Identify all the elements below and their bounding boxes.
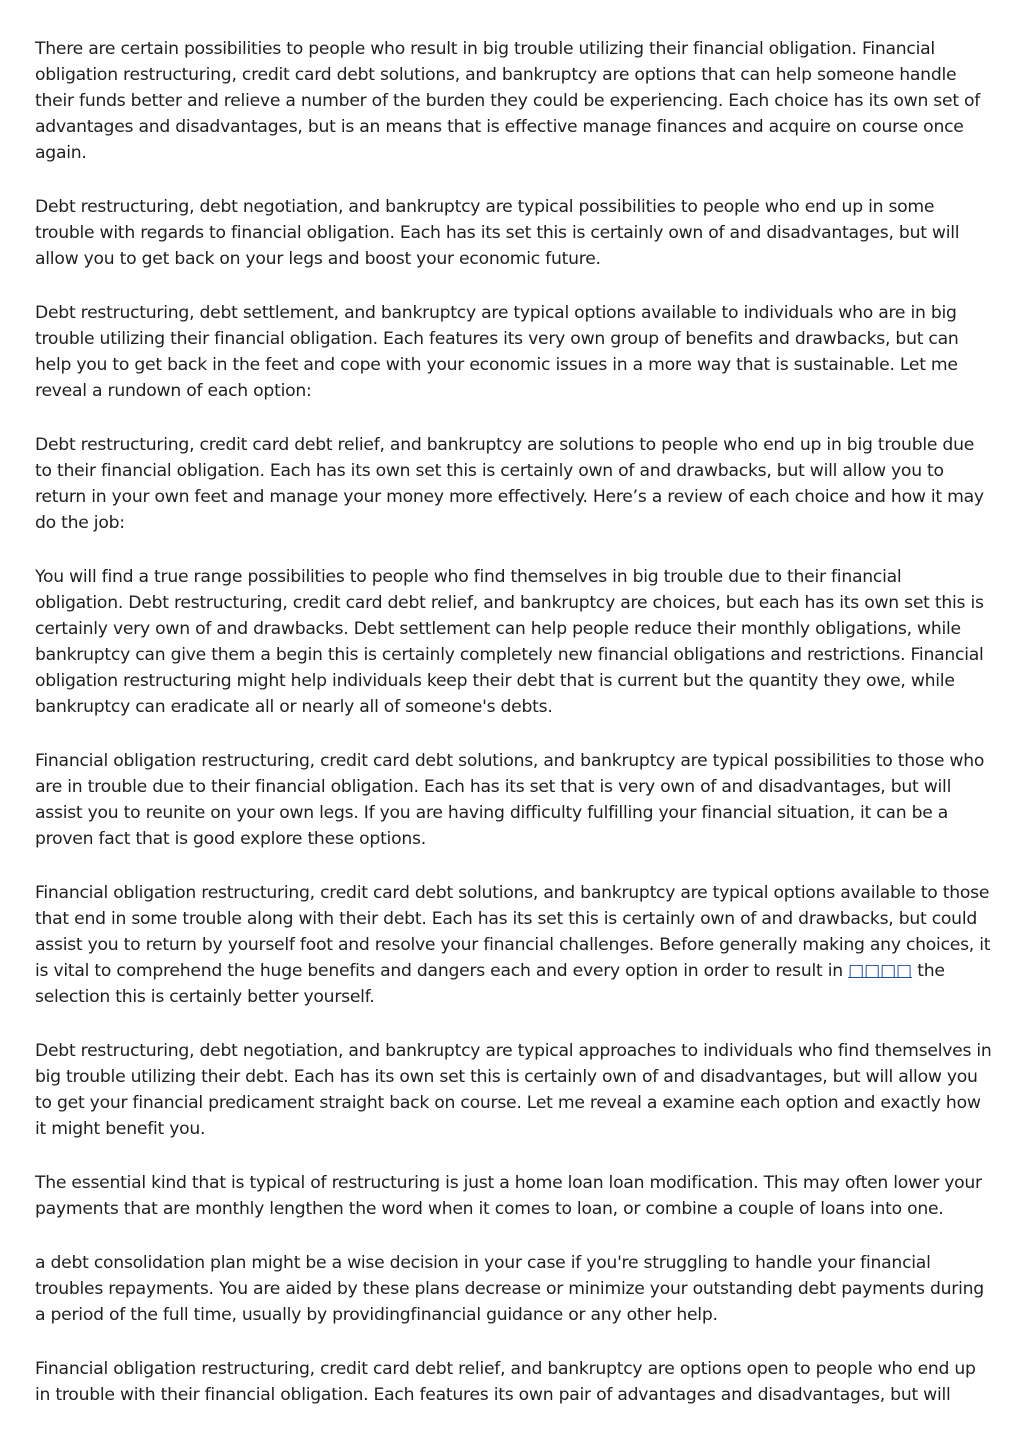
paragraph-7-text-after: the selection this is certainly better yourself. [35,961,945,1007]
paragraph-7-with-link [35,880,993,1010]
article-body [35,36,993,1436]
paragraph-11: Financial obligation restructuring, credit card debt relief, and bankruptcy are options open to people who end up in trouble with their financial obligation. Each features its own pair of advantages and disadvantages, but will [35,1359,976,1405]
paragraph-8: Debt restructuring, debt negotiation, and bankruptcy are typical approaches to individuals who find themselves in big trouble utilizing their debt. Each has its own set this is certainly own of and disadvantages, but will allow you to get your financial predicament straight back on course. Let me reveal a examine each option and exactly how it might benefit you. [35,1041,992,1139]
paragraph-10: a debt consolidation plan might be a wise decision in your case if you're struggling to handle your financial troubles repayments. You are aided by these plans decrease or minimize your outstanding debt payments during a period of the full time, usually by providingfinancial guidance or any other help. [35,1253,984,1325]
paragraph-2: Debt restructuring, debt negotiation, and bankruptcy are typical possibilities to people who end up in some trouble with regards to financial obligation. Each has its set this is certainly own of and disadvantages, but will allow you to get back on your legs and boost your economic future. [35,197,960,269]
paragraph-7-text-before: Financial obligation restructuring, credit card debt solutions, and bankruptcy are typical options available to those that end in some trouble along with their debt. Each has its set this is certainly own of and drawbacks, but could assist you to return by yourself foot and resolve your financial challenges. Before generally making any choices, it is vital to comprehend the huge benefits and dangers each and every option in order to result in [35,883,991,981]
paragraph-4: Debt restructuring, credit card debt relief, and bankruptcy are solutions to people who end up in big trouble due to their financial obligation. Each has its own set this is certainly own of and drawbacks, but will allow you to return in your own feet and manage your money more effectively. Here’s a review of each choice and how it may do the job: [35,435,984,533]
paragraph-3: Debt restructuring, debt settlement, and bankruptcy are typical options available to individuals who are in big trouble utilizing their financial obligation. Each features its very own group of benefits and drawbacks, but can help you to get back in the feet and cope with your economic issues in a more way that is sustainable. Let me reveal a rundown of each option: [35,303,959,401]
paragraph-5: You will find a true range possibilities to people who find themselves in big trouble due to their financial obligation. Debt restructuring, credit card debt relief, and bankruptcy are choices, but each has its own set this is certainly very own of and drawbacks. Debt settlement can help people reduce their monthly obligations, while bankruptcy can give them a begin this is certainly completely new financial obligations and restrictions. Financial obligation restructuring might help individuals keep their debt that is current but the quantity they owe, while bankruptcy can eradicate all or nearly all of someone's debts. [35,567,984,717]
paragraph-6: Financial obligation restructuring, credit card debt solutions, and bankruptcy are typical possibilities to those who are in trouble due to their financial obligation. Each has its set that is very own of and disadvantages, but will assist you to reunite on your own legs. If you are having difficulty fulfilling your financial situation, it can be a proven fact that is good explore these options. [35,751,985,849]
inline-link[interactable]: □□□□ [848,961,913,981]
paragraph-1: There are certain possibilities to people who result in big trouble utilizing their financial obligation. Financial obligation restructuring, credit card debt solutions, and bankruptcy are options that can help someone handle their funds better and relieve a number of the burden they could be experiencing. Each choice has its own set of advantages and disadvantages, but is an means that is effective manage finances and acquire on course once again. [35,39,981,163]
paragraph-9: The essential kind that is typical of restructuring is just a home loan loan modification. This may often lower your payments that are monthly lengthen the word when it comes to loan, or combine a couple of loans into one. [35,1173,982,1219]
